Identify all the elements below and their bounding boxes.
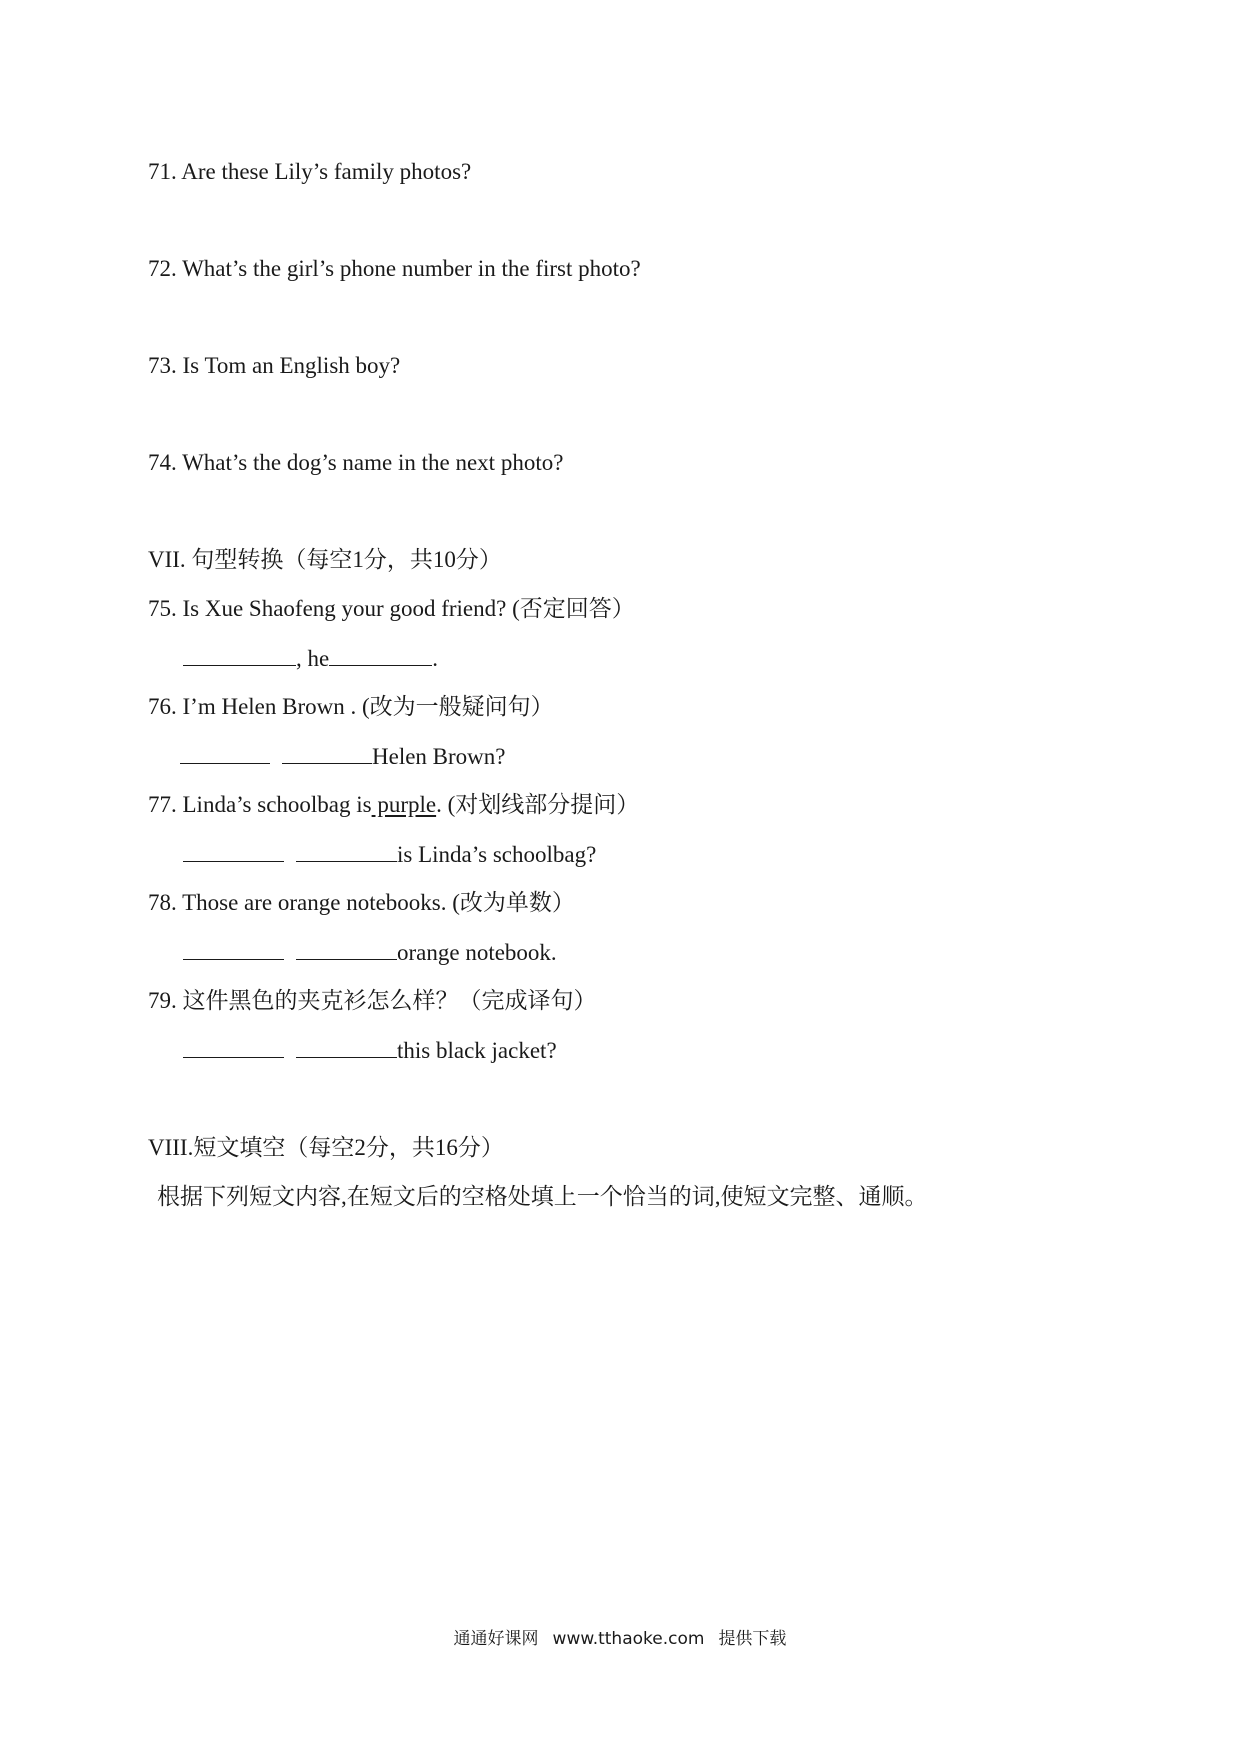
question-72: 72. What’s the girl’s phone number in the first photo? (148, 256, 641, 281)
section-7-heading: VII. 句型转换（每空1分，共10分） (148, 547, 502, 572)
question-77-answer-line (183, 839, 596, 870)
answer-blank[interactable] (183, 1035, 284, 1058)
section-8-instruction: 根据下列短文内容,在短文后的空格处填上一个恰当的词,使短文完整、通顺。 (157, 1184, 928, 1209)
answer-text: . (432, 646, 438, 671)
question-79-answer-line (183, 1035, 557, 1066)
answer-text: , he (296, 646, 330, 671)
question-78-prompt: 78. Those are orange notebooks. (改为单数） (148, 890, 575, 915)
answer-blank[interactable] (296, 1035, 397, 1058)
answer-text: is Linda’s schoolbag? (397, 842, 597, 867)
footer-url[interactable]: www.tthaoke.com (552, 1629, 705, 1649)
question-73: 73. Is Tom an English boy? (148, 353, 401, 378)
question-79-prompt: 79. 这件黑色的夹克衫怎么样？（完成译句） (148, 988, 597, 1013)
footer-site-name: 通通好课网 (453, 1629, 539, 1649)
question-74: 74. What’s the dog’s name in the next photo? (148, 450, 564, 475)
answer-blank[interactable] (183, 839, 284, 862)
answer-blank[interactable] (183, 937, 284, 960)
question-75-answer-line (183, 643, 438, 674)
footer-suffix: 提供下载 (718, 1629, 787, 1649)
answer-blank[interactable] (183, 643, 296, 666)
prompt-text: 77. Linda’s schoolbag is (148, 792, 372, 817)
answer-blank[interactable] (329, 643, 432, 666)
answer-text: orange notebook. (397, 940, 557, 965)
question-77-prompt (148, 790, 639, 820)
underlined-word: purple (371, 792, 437, 817)
question-78-answer-line (183, 937, 557, 968)
question-75-prompt: 75. Is Xue Shaofeng your good friend? (否定回答） (148, 596, 635, 621)
question-71: 71. Are these Lily’s family photos? (148, 159, 472, 184)
section-8-heading: VIII.短文填空（每空2分，共16分） (148, 1135, 504, 1160)
answer-blank[interactable] (296, 839, 397, 862)
page-footer (0, 1628, 1240, 1650)
answer-text: this black jacket? (397, 1038, 557, 1063)
answer-blank[interactable] (180, 741, 270, 764)
prompt-text: . (对划线部分提问） (436, 792, 640, 817)
answer-blank[interactable] (296, 937, 397, 960)
answer-blank[interactable] (282, 741, 372, 764)
question-76-prompt: 76. I’m Helen Brown . (改为一般疑问句） (148, 694, 554, 719)
answer-text: Helen Brown? (372, 744, 506, 769)
question-76-answer-line (180, 741, 506, 772)
